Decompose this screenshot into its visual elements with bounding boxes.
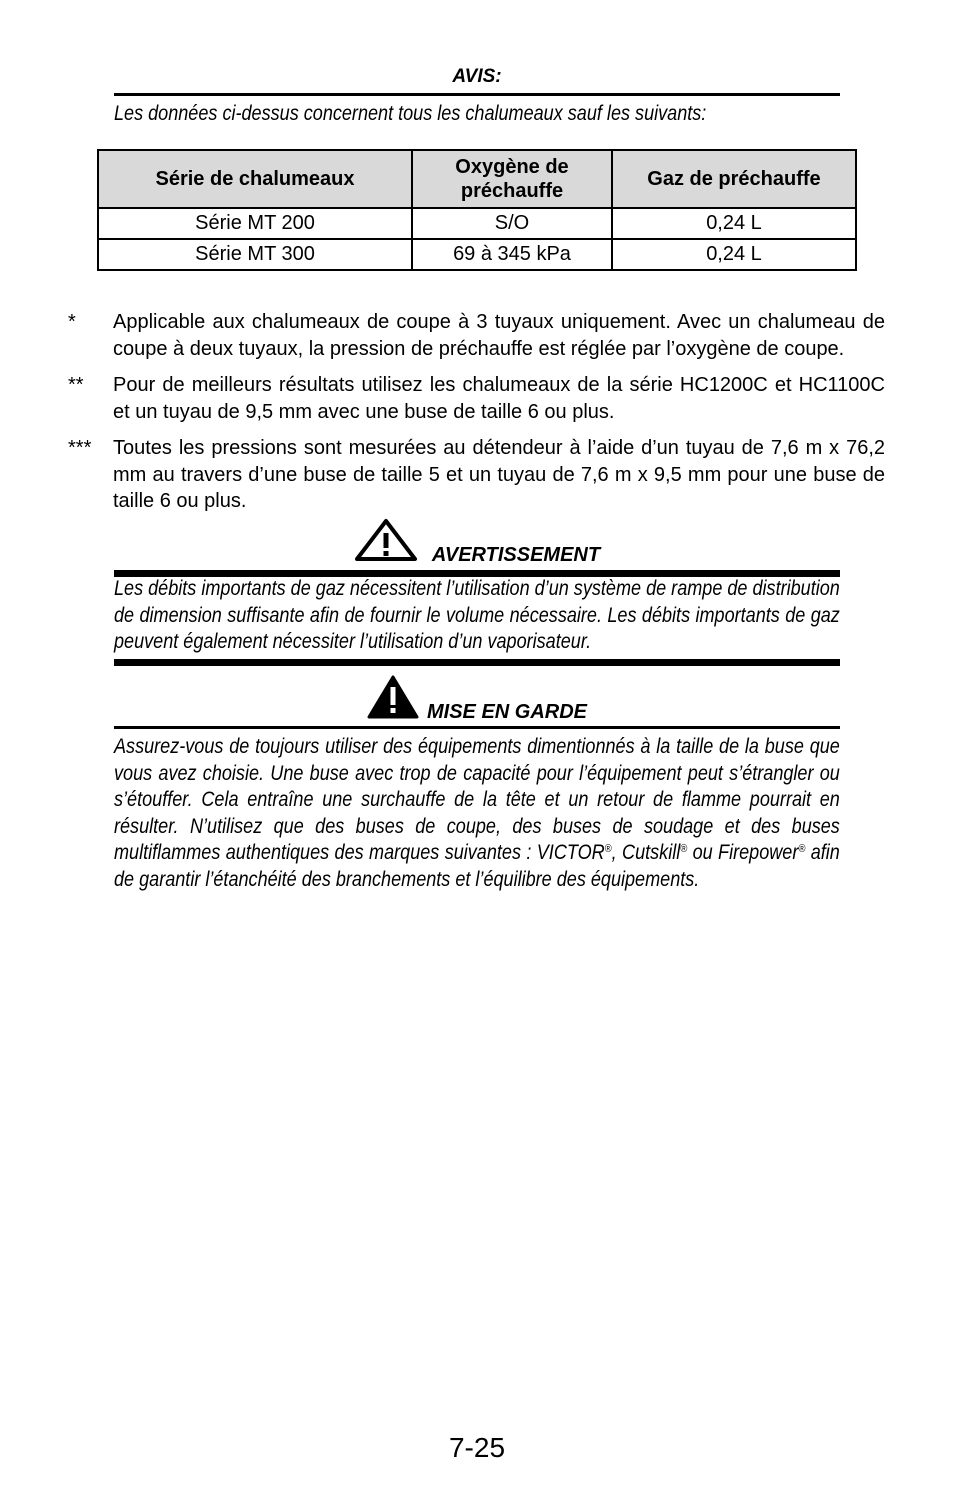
table-row [98,239,856,270]
caution-text-part: ou Firepower [687,841,799,864]
caution-text-part: Assurez-vous de toujours utiliser des équipements dimentionnés à la taille de la buse que vous avez choisie. Une buse avec trop de capacité pour l’équipement peut s’étrangler ou s’étouffer. Cela entraîne une surchauffe de la tête et un retour de flamme pourrait en résulter. N’utilisez que des buses de coupe, des buses de soudage et des buses multiflammes authentiques des marques suivantes : VICTOR [114,735,840,864]
table-row [98,208,856,239]
warning-text: Les débits importants de gaz nécessitent l’utilisation d’un système de rampe de distribution de dimension suffisante afin de fournir le volume nécessaire. Les débits importants de gaz peuvent également nécessiter l’utilisation d’un vaporisateur. [114,577,840,653]
table-cell: 69 à 345 kPa [412,239,612,270]
footnote-mark: ** [68,374,84,396]
caution-rule [114,726,840,729]
table-cell: Série MT 300 [98,239,412,270]
caution-text-part: , Cutskill [611,841,681,864]
table-header-cell: Oxygène de préchauffe [412,150,612,208]
table-header-row [98,150,856,208]
warning-heading [0,518,954,567]
registered-mark: ® [680,843,688,855]
warning-rule-bottom [114,659,840,666]
footnote-mark: *** [68,437,92,459]
table-header-cell: Série de chalumeaux [98,150,412,208]
caution-text-part: afin de garantir l’étanchéité des branchements et l’équilibre des équipements. [114,841,840,891]
registered-mark: ® [798,843,806,855]
table-cell: S/O [412,208,612,239]
caution-text [114,734,840,893]
warning-triangle-filled-icon [367,675,419,724]
footnote-text: Pour de meilleurs résultats utilisez les chalumeaux de la série HC1200C et HC1100C et un tuyau de 9,5 mm avec une buse de taille 6 ou plus. [113,374,885,423]
table-header-cell: Gaz de préchauffe [612,150,856,208]
table-cell: 0,24 L [612,239,856,270]
table-cell: Série MT 200 [98,208,412,239]
footnote-text: Toutes les pressions sont mesurées au détendeur à l’aide d’un tuyau de 7,6 m x 76,2 mm au travers d’une buse de taille 5 et un tuyau de 7,6 m x 9,5 mm pour une buse de taille 6 ou plus. [113,437,885,512]
notice-rule [114,93,840,96]
caution-label: MISE EN GARDE [426,701,588,723]
notice-text: Les données ci-dessus concernent tous les chalumeaux sauf les suivants: [114,102,707,125]
warning-triangle-outline-icon [354,518,418,567]
table-cell: 0,24 L [612,208,856,239]
torch-series-table [97,149,857,271]
footnote-text: Applicable aux chalumeaux de coupe à 3 tuyaux uniquement. Avec un chalumeau de coupe à deux tuyaux, la pression de préchauffe est réglée par l’oxygène de coupe. [113,311,885,360]
registered-mark: ® [604,843,612,855]
notice-title: AVIS: [452,66,502,87]
page-number: 7-25 [448,1432,506,1463]
warning-label: AVERTISSEMENT [431,544,601,566]
footnote-mark: * [68,311,76,333]
caution-heading [0,675,954,724]
